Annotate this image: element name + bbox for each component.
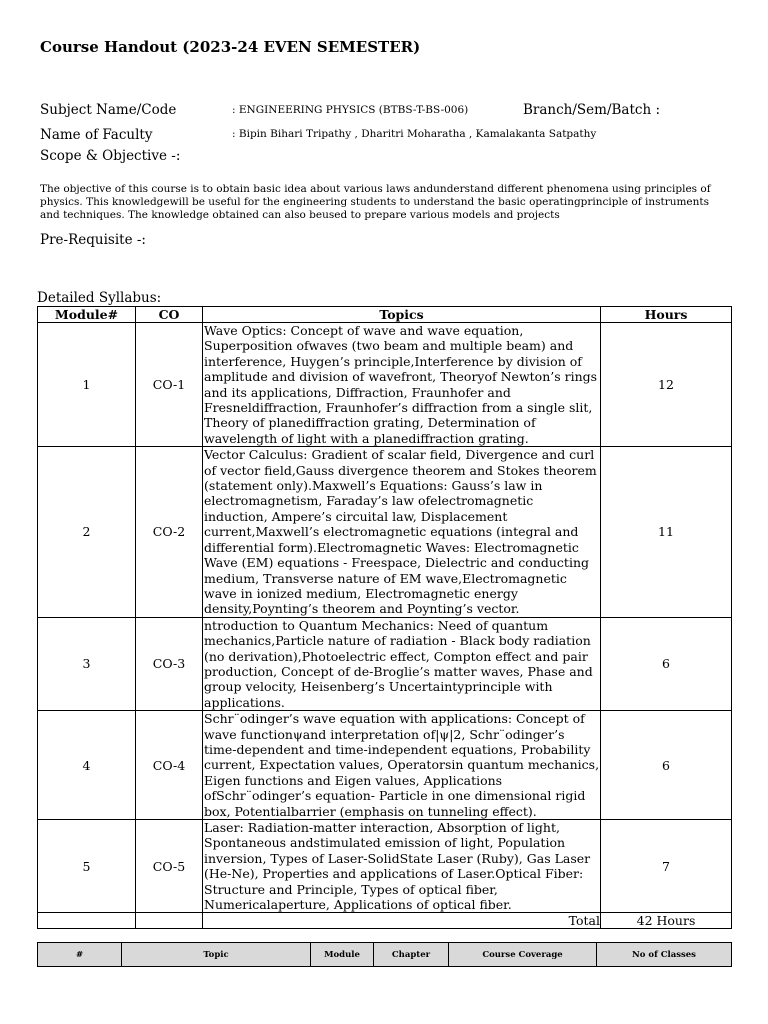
module-topics: ntroduction to Quantum Mechanics: Need of quantum mechanics,Particle nature of radiation - Black body radiation (no derivation),Photoelectric effect, Compton effect and pair production, Concept of de-Broglie’s matter waves, Phase and group velocity, Heisenberg’s Uncertaintyprinciple with applications.	[203, 617, 601, 710]
module-hours: 6	[601, 617, 732, 710]
plan-header-module: Module	[311, 943, 374, 967]
header-topics: Topics	[203, 307, 601, 323]
subject-label: Subject Name/Code	[40, 102, 177, 118]
course-outcome: CO-1	[136, 323, 203, 447]
table-row	[38, 820, 732, 913]
module-topics: Laser: Radiation-matter interaction, Absorption of light, Spontaneous andstimulated emission of light, Population inversion, Types of Laser-SolidState Laser (Ruby), Gas Laser (He-Ne), Properties and applications of Laser.Optical Fiber: Structure and Principle, Types of optical fiber, Numericalaperture, Applications of optical fiber.	[203, 820, 601, 913]
module-topics: Schr¨odinger’s wave equation with applications: Concept of wave functionψand interpretation of|ψ|2, Schr¨odinger’s time-dependent and time-independent equations, Probability current, Expectation values, Operatorsin quantum mechanics, Eigen functions and Eigen values, Applications ofSchr¨odinger’s equation- Particle in one dimensional rigid box, Potentialbarrier (emphasis on tunneling effect).	[204, 711, 600, 819]
total-row	[38, 913, 732, 929]
module-hours: 7	[601, 820, 732, 913]
plan-header-number: #	[38, 943, 122, 967]
table-row	[38, 711, 732, 820]
syllabus-header-row	[38, 307, 732, 323]
subject-value: : ENGINEERING PHYSICS (BTBS-T-BS-006)	[232, 104, 469, 116]
module-hours: 11	[601, 447, 732, 617]
header-co: CO	[136, 307, 203, 323]
module-number: 4	[38, 711, 136, 820]
faculty-label: Name of Faculty	[40, 127, 153, 143]
plan-header-classes: No of Classes	[597, 943, 732, 967]
module-topics: Vector Calculus: Gradient of scalar field, Divergence and curl of vector field,Gauss divergence theorem and Stokes theorem (statement only).Maxwell’s Equations: Gauss’s law in electromagnetism, Faraday’s law ofelectromagnetic induction, Ampere’s circuital law, Displacement current,Maxwell’s electromagnetic equations (integral and differential form).Electromagnetic Waves: Electromagnetic Wave (EM) equations - Freespace, Dielectric and conducting medium, Transverse nature of EM wave,Electromagnetic wave in ionized medium, Electromagnetic energy density,Poynting’s theorem and Poynting’s vector.	[203, 447, 601, 617]
faculty-value: : Bipin Bihari Tripathy , Dharitri Moharatha , Kamalakanta Satpathy	[232, 128, 597, 140]
module-number: 1	[38, 323, 136, 447]
syllabus-table	[37, 306, 732, 929]
syllabus-label: Detailed Syllabus:	[37, 290, 162, 306]
course-outcome: CO-5	[136, 820, 203, 913]
module-number: 2	[38, 447, 136, 617]
total-hours: 42 Hours	[601, 913, 732, 929]
plan-header-row	[38, 943, 732, 967]
prerequisite-label: Pre-Requisite -:	[40, 232, 146, 248]
course-outcome: CO-3	[136, 617, 203, 710]
header-module: Module#	[38, 307, 136, 323]
module-hours: 6	[601, 711, 732, 820]
scope-label: Scope & Objective -:	[40, 148, 181, 164]
plan-header-coverage: Course Coverage	[449, 943, 597, 967]
plan-header-chapter: Chapter	[374, 943, 449, 967]
table-row	[38, 323, 732, 447]
total-label: Total	[203, 913, 601, 929]
module-topics: Wave Optics: Concept of wave and wave equation, Superposition ofwaves (two beam and multiple beam) and interference, Huygen’s principle,Interference by division of amplitude and division of wavefront, Theoryof Newton’s rings and its applications, Diffraction, Fraunhofer and Fresneldiffraction, Fraunhofer’s diffraction from a single slit, Theory of planediffraction grating, Determination of wavelength of light with a planediffraction grating.	[203, 323, 601, 447]
module-number: 3	[38, 617, 136, 710]
module-number: 5	[38, 820, 136, 913]
module-hours: 12	[601, 323, 732, 447]
table-row	[38, 617, 732, 710]
course-outcome: CO-4	[136, 711, 203, 820]
header-hours: Hours	[601, 307, 732, 323]
total-empty-cell	[38, 913, 136, 929]
plan-header-topic: Topic	[122, 943, 311, 967]
lesson-plan-table	[37, 942, 732, 967]
branch-label: Branch/Sem/Batch :	[523, 102, 660, 118]
document-title: Course Handout (2023-24 EVEN SEMESTER)	[40, 38, 421, 56]
total-empty-cell	[136, 913, 203, 929]
table-row	[38, 447, 732, 617]
course-outcome: CO-2	[136, 447, 203, 617]
objective-text: The objective of this course is to obtain basic idea about various laws andunderstand different phenomena using principles of physics. This knowledgewill be useful for the engineering students to understand the basic operatingprinciple of instruments and techniques. The knowledge obtained can also beused to prepare various models and projects	[40, 183, 711, 221]
